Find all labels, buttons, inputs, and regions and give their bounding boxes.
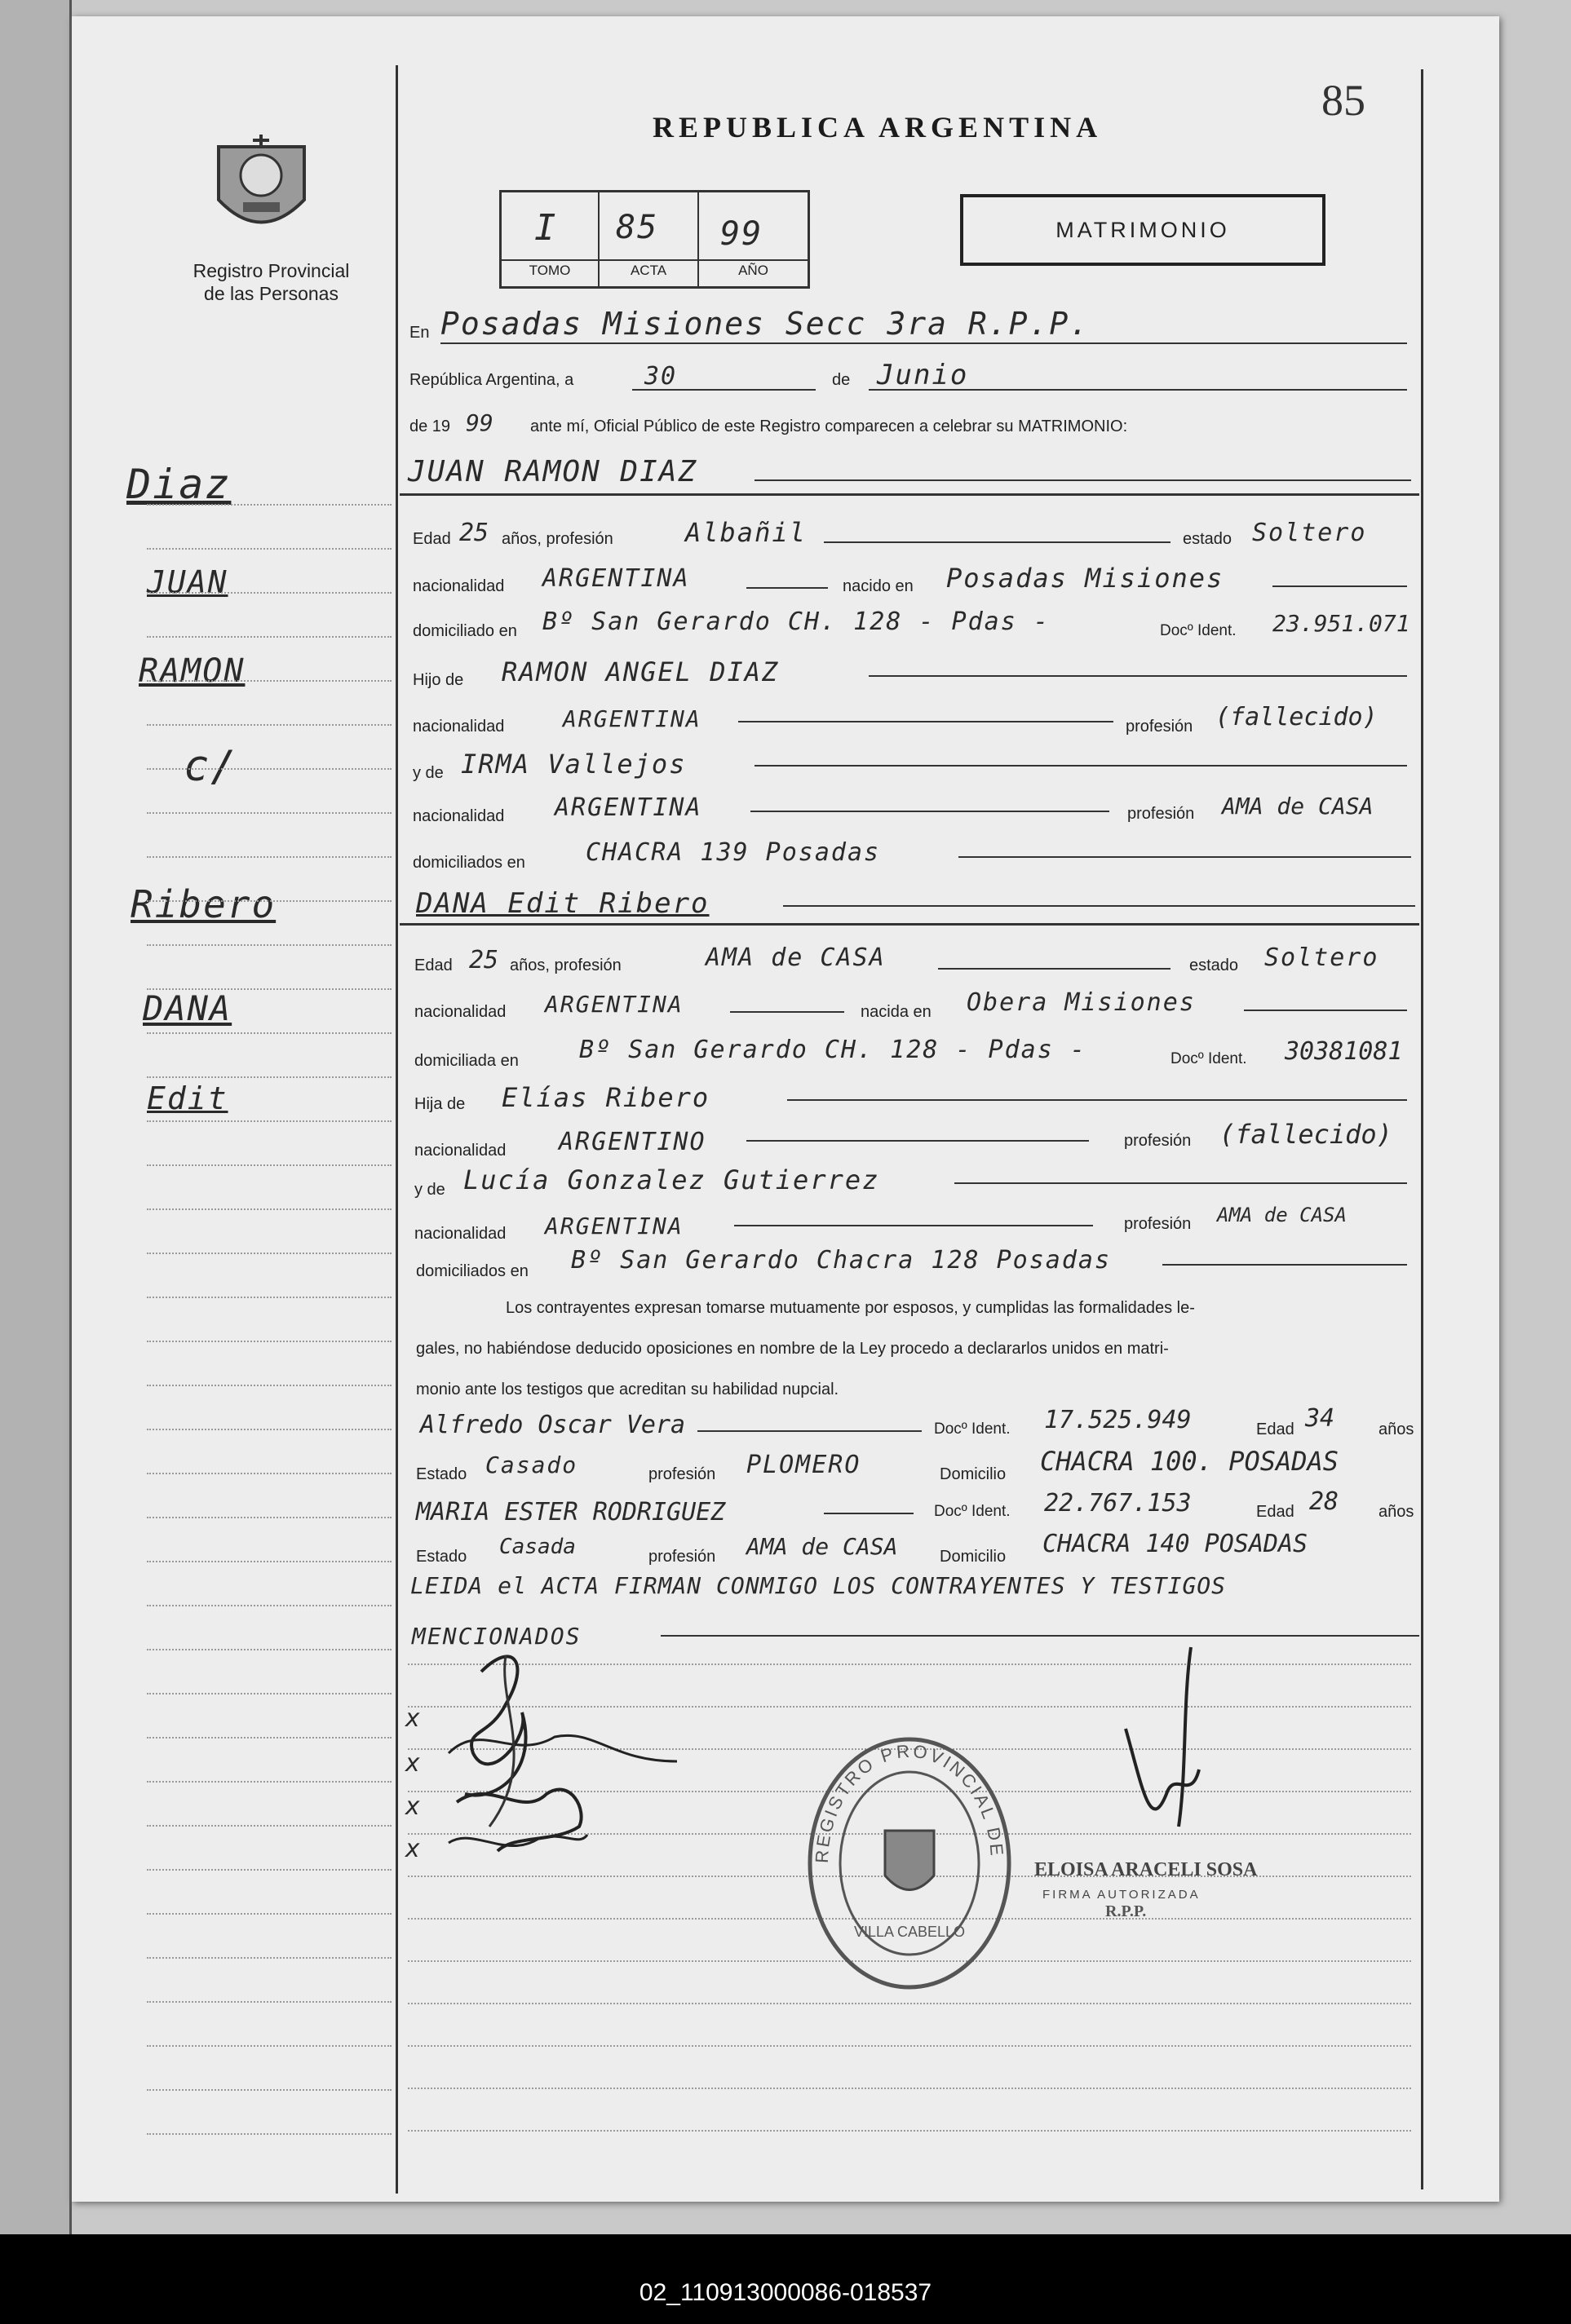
bride-madre-nac: ARGENTINA — [545, 1213, 684, 1239]
margin-ruled-line — [147, 988, 392, 990]
bride-nacionalidad: ARGENTINA — [545, 991, 684, 1018]
declaration-line-1: Los contrayentes expresan tomarse mutuamente por esposos, y cumplidas las formalidades le- — [506, 1299, 1195, 1317]
margin-ruled-line — [147, 944, 392, 946]
margin-ruled-line — [147, 1208, 392, 1210]
paper-sheet — [72, 16, 1499, 2202]
witness2-doc: 22.767.153 — [1044, 1489, 1192, 1518]
margin-ruled-line — [147, 504, 392, 506]
witness1-domicilio: CHACRA 100. POSADAS — [1040, 1446, 1339, 1477]
margin-ruled-line — [147, 812, 392, 814]
groom-madre-nac-label: nacionalidad — [413, 807, 505, 825]
page-number: 85 — [1321, 76, 1365, 125]
bride-estado-label: estado — [1189, 957, 1239, 974]
margin-ruled-line — [147, 1605, 392, 1606]
bride-padre-label: Hija de — [414, 1095, 466, 1113]
margin-ruled-line — [147, 1561, 392, 1562]
margin-ruled-line — [147, 636, 392, 638]
groom-doc-label: Docº Ident. — [1160, 622, 1237, 639]
groom-madre-prof: AMA de CASA — [1222, 793, 1374, 820]
witness2-profesion-label: profesión — [648, 1548, 716, 1566]
bride-padres-dom-label: domiciliados en — [416, 1262, 529, 1280]
witness1-edad-label: Edad — [1256, 1420, 1294, 1438]
groom-padre-label: Hijo de — [413, 671, 464, 689]
ano-label: AÑO — [738, 263, 768, 278]
year-suffix: 99 — [466, 409, 493, 436]
bride-nacido: Obera Misiones — [967, 988, 1196, 1017]
witness1-doc-label: Docº Ident. — [934, 1420, 1011, 1438]
svg-text:REGISTRO PROVINCIAL DE LAS PER: REGISTRO PROVINCIAL DE — [811, 1740, 1008, 1864]
official-seal — [803, 1733, 1016, 1994]
bride-doc-label: Docº Ident. — [1171, 1050, 1247, 1067]
groom-nacido-label: nacido en — [843, 577, 914, 595]
day-value: 30 — [644, 362, 678, 391]
groom-domicilio: Bº San Gerardo CH. 128 - Pdas - — [542, 608, 1050, 636]
groom-nacionalidad-label: nacionalidad — [413, 577, 505, 595]
witness2-edad: 28 — [1309, 1487, 1339, 1516]
bride-profesion-label: años, profesión — [510, 957, 622, 974]
groom-estado-label: estado — [1183, 530, 1232, 548]
bride-name: DANA Edit Ribero — [416, 887, 710, 920]
country-title: REPUBLICA ARGENTINA — [653, 111, 1103, 144]
groom-name: JUAN RAMON DIAZ — [408, 455, 698, 488]
margin-vertical-line — [396, 65, 398, 2194]
witness1-doc: 17.525.949 — [1044, 1406, 1192, 1434]
left-page-edge — [0, 0, 72, 2234]
closing-line-2: MENCIONADOS — [412, 1623, 582, 1650]
margin-ruled-line — [147, 1341, 392, 1342]
tomo-label: TOMO — [529, 263, 571, 278]
margin-ruled-line — [147, 1385, 392, 1386]
witness1-estado-label: Estado — [416, 1465, 467, 1483]
svg-text:VILLA CABELLO: VILLA CABELLO — [853, 1924, 966, 1940]
groom-estado: Soltero — [1252, 519, 1367, 547]
margin-ruled-line — [147, 1253, 392, 1254]
margin-note-surname: Diaz — [126, 461, 232, 508]
groom-profesion: Albañil — [685, 517, 807, 548]
witness2-name: MARIA ESTER RODRIGUEZ — [416, 1498, 726, 1527]
body-ruled-line — [408, 2130, 1411, 2132]
bride-padre: Elías Ribero — [502, 1082, 710, 1113]
official-title: FIRMA AUTORIZADA — [1042, 1888, 1201, 1902]
margin-note-first-name: JUAN — [147, 564, 228, 600]
groom-padres-dom-label: domiciliados en — [413, 854, 525, 872]
bride-madre-label: y de — [414, 1181, 445, 1199]
closing-line-1: LEIDA el ACTA FIRMAN CONMIGO LOS CONTRAYENTES Y TESTIGOS — [410, 1572, 1227, 1599]
bride-madre: Lucía Gonzalez Gutierrez — [463, 1164, 880, 1195]
margin-ruled-line — [147, 1297, 392, 1298]
witness2-estado: Casada — [499, 1535, 576, 1559]
margin-ruled-line — [147, 1649, 392, 1650]
groom-madre-prof-label: profesión — [1127, 805, 1195, 823]
margin-ruled-line — [147, 1737, 392, 1739]
year-prefix: de 19 — [409, 418, 451, 435]
signature-mark-1: x — [405, 1704, 423, 1733]
margin-ruled-line — [147, 1164, 392, 1166]
witness2-edad-label: Edad — [1256, 1503, 1294, 1521]
witness2-doc-label: Docº Ident. — [934, 1503, 1011, 1520]
witness1-name: Alfredo Oscar Vera — [420, 1411, 686, 1439]
bride-madre-prof-label: profesión — [1124, 1215, 1192, 1233]
margin-ruled-line — [147, 1076, 392, 1078]
witness2-domicilio: CHACRA 140 POSADAS — [1042, 1530, 1308, 1558]
margin-ruled-line — [147, 1429, 392, 1430]
en-label: En — [409, 324, 430, 342]
registry-name: Registro Provincial de las Personas — [193, 260, 350, 304]
margin-note-bride-surname: Ribero — [131, 882, 277, 926]
groom-padre-prof: (fallecido) — [1215, 703, 1378, 731]
act-type-box — [960, 194, 1325, 266]
body-ruled-line — [408, 2003, 1411, 2004]
margin-ruled-line — [147, 1120, 392, 1122]
margin-ruled-line — [147, 592, 392, 594]
margin-ruled-line — [147, 2045, 392, 2047]
bride-padre-prof: (fallecido) — [1219, 1119, 1392, 1150]
groom-madre-nac: ARGENTINA — [555, 793, 702, 822]
bride-padres-dom: Bº San Gerardo Chacra 128 Posadas — [571, 1246, 1112, 1275]
right-vertical-line — [1421, 69, 1423, 2189]
tomo-value: I — [534, 207, 558, 249]
groom-nacido: Posadas Misiones — [946, 563, 1224, 594]
groom-domicilio-label: domiciliado en — [413, 622, 517, 640]
groom-padre-nac-label: nacionalidad — [413, 718, 505, 736]
bride-nacionalidad-label: nacionalidad — [414, 1003, 507, 1021]
margin-ruled-line — [147, 1517, 392, 1518]
acta-value: 85 — [616, 209, 659, 246]
groom-nacionalidad: ARGENTINA — [542, 564, 690, 593]
margin-ruled-line — [147, 1913, 392, 1915]
margin-note-second-name: RAMON — [139, 652, 246, 690]
bride-padre-nac: ARGENTINO — [559, 1128, 706, 1156]
margin-ruled-line — [147, 680, 392, 682]
signature-mark-4: x — [405, 1835, 423, 1863]
official-name: ELOISA ARACELI SOSA — [1034, 1859, 1258, 1880]
bride-domicilio: Bº San Gerardo CH. 128 - Pdas - — [579, 1036, 1086, 1064]
margin-note-bride-second-name: Edit — [147, 1080, 228, 1116]
declaration-line-3: monio ante los testigos que acreditan su habilidad nupcial. — [416, 1381, 839, 1398]
de-label: de — [832, 371, 851, 389]
margin-note-con: c/ — [184, 742, 238, 791]
margin-ruled-line — [147, 2001, 392, 2003]
witness1-domicilio-label: Domicilio — [940, 1465, 1007, 1483]
groom-doc: 23.951.071 — [1272, 610, 1410, 637]
signature-mark-2: x — [405, 1749, 423, 1778]
act-type-label: MATRIMONIO — [1055, 217, 1230, 242]
bride-madre-nac-label: nacionalidad — [414, 1225, 507, 1243]
witness2-domicilio-label: Domicilio — [940, 1548, 1007, 1566]
intro-rest: ante mí, Oficial Público de este Registro comparecen a celebrar su MATRIMONIO: — [530, 418, 1128, 435]
bride-profesion: AMA de CASA — [706, 943, 886, 972]
signature-mark-3: x — [405, 1792, 423, 1821]
groom-madre-label: y de — [413, 764, 444, 782]
groom-padres-dom: CHACRA 139 Posadas — [586, 838, 881, 867]
margin-ruled-line — [147, 1825, 392, 1827]
groom-padre-nac: ARGENTINA — [563, 705, 701, 732]
margin-ruled-line — [147, 1473, 392, 1474]
margin-note-bride-first-name: DANA — [143, 988, 232, 1028]
margin-ruled-line — [147, 2089, 392, 2091]
declaration-line-2: gales, no habiéndose deducido oposiciones en nombre de la Ley procedo a declararlos unidos en matri- — [416, 1340, 1169, 1358]
ano-value: 99 — [720, 215, 763, 253]
record-reference-box — [499, 190, 810, 289]
groom-edad-label: Edad — [413, 530, 451, 548]
groom-padre: RAMON ANGEL DIAZ — [502, 656, 780, 687]
groom-madre: IRMA Vallejos — [461, 749, 687, 780]
acta-label: ACTA — [630, 263, 667, 278]
margin-ruled-line — [147, 1693, 392, 1694]
official-signature — [1101, 1639, 1224, 1843]
witness2-anos-label: años — [1378, 1503, 1414, 1521]
place-value: Posadas Misiones Secc 3ra R.P.P. — [440, 306, 1091, 342]
margin-ruled-line — [147, 2133, 392, 2135]
witness2-profesion: AMA de CASA — [746, 1533, 898, 1560]
contracting-parties-signatures — [416, 1639, 693, 1876]
coat-of-arms-emblem — [210, 130, 312, 241]
bride-nacido-label: nacida en — [861, 1003, 932, 1021]
margin-ruled-line — [147, 1957, 392, 1959]
groom-padre-prof-label: profesión — [1126, 718, 1193, 736]
groom-edad: 25 — [459, 519, 489, 547]
groom-profesion-label: años, profesión — [502, 530, 613, 548]
witness1-estado: Casado — [485, 1451, 578, 1478]
margin-ruled-line — [147, 548, 392, 550]
bride-padre-nac-label: nacionalidad — [414, 1142, 507, 1160]
bride-domicilio-label: domiciliada en — [414, 1052, 519, 1070]
witness1-anos-label: años — [1378, 1420, 1414, 1438]
bride-edad-label: Edad — [414, 957, 453, 974]
bride-madre-prof: AMA de CASA — [1217, 1204, 1347, 1226]
margin-ruled-line — [147, 1869, 392, 1871]
margin-ruled-line — [147, 900, 392, 902]
margin-ruled-line — [147, 768, 392, 770]
month-value: Junio — [877, 359, 969, 391]
body-ruled-line — [408, 2045, 1411, 2047]
footer-image-id: 02_110913000086-018537 — [639, 2279, 932, 2306]
bride-edad: 25 — [469, 946, 499, 974]
body-ruled-line — [408, 2088, 1411, 2089]
bride-estado: Soltero — [1264, 943, 1379, 972]
official-subtitle: R.P.P. — [1105, 1902, 1147, 1920]
bride-padre-prof-label: profesión — [1124, 1132, 1192, 1150]
witness2-estado-label: Estado — [416, 1548, 467, 1566]
margin-ruled-line — [147, 1032, 392, 1034]
margin-ruled-line — [147, 724, 392, 726]
witness1-edad: 34 — [1305, 1404, 1335, 1433]
margin-ruled-line — [147, 1781, 392, 1783]
republica-label: República Argentina, a — [409, 371, 574, 389]
witness1-profesion-label: profesión — [648, 1465, 716, 1483]
margin-ruled-line — [147, 856, 392, 858]
witness1-profesion: PLOMERO — [746, 1451, 861, 1479]
bride-doc: 30381081 — [1285, 1037, 1403, 1066]
